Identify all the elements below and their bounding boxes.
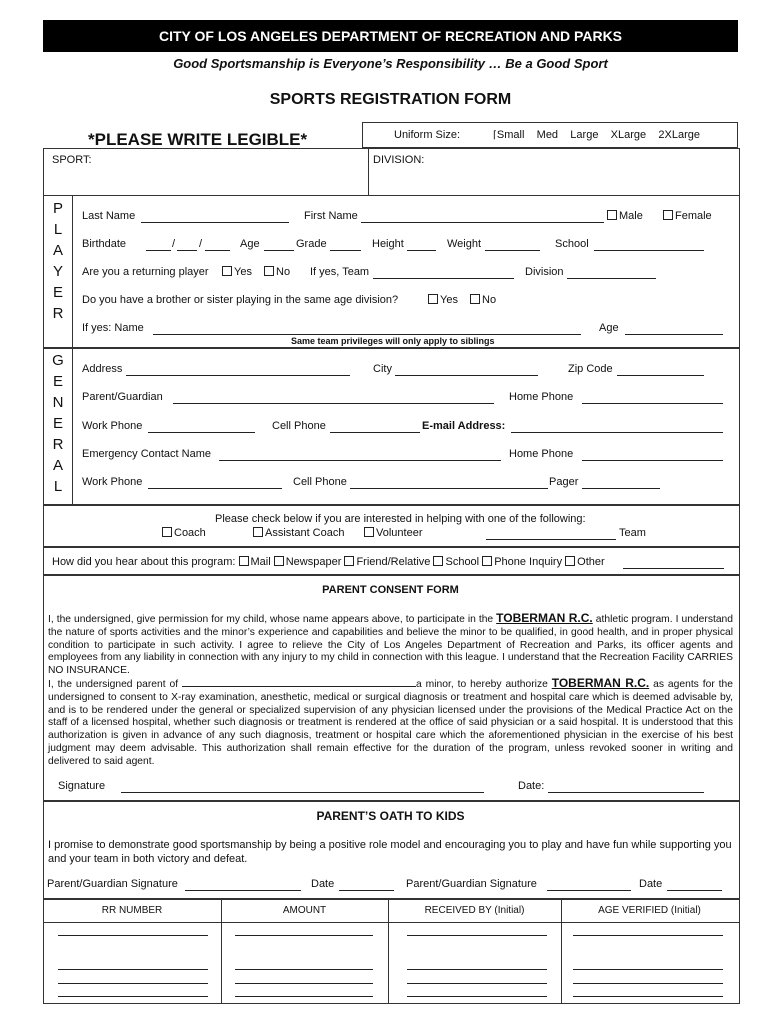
signature-field[interactable] — [121, 792, 484, 793]
center-name: TOBERMAN R.C. — [496, 611, 593, 625]
male-box-icon — [607, 210, 617, 220]
returning-yes-checkbox[interactable]: Yes — [222, 266, 252, 278]
oath-date-2-label: Date — [639, 878, 663, 890]
rr-number-field[interactable] — [58, 996, 208, 997]
form-title: SPORTS REGISTRATION FORM — [269, 91, 512, 108]
checkbox-icon — [364, 527, 374, 537]
sport-label: SPORT: — [52, 154, 92, 166]
rr-number-field[interactable] — [58, 935, 208, 936]
oath-signature-2-field[interactable] — [547, 890, 631, 891]
oath-signature-1-field[interactable] — [185, 890, 301, 891]
checkbox-icon — [274, 556, 284, 566]
first-name-field[interactable] — [361, 222, 604, 223]
sibling-age-label: Age — [599, 322, 619, 334]
weight-field[interactable] — [485, 250, 540, 251]
checkbox-icon — [264, 266, 274, 276]
male-checkbox[interactable]: Male — [607, 210, 643, 222]
birthdate-label: Birthdate — [82, 238, 127, 250]
oath-signature-1-label: Parent/Guardian Signature — [47, 878, 178, 890]
legible-note: *PLEASE WRITE LEGIBLE* — [88, 130, 308, 149]
checkbox-icon — [344, 556, 354, 566]
city-field[interactable] — [395, 375, 538, 376]
address-field[interactable] — [126, 375, 350, 376]
emergency-contact-label: Emergency Contact Name — [82, 448, 211, 460]
uniform-size-med[interactable]: Med — [536, 129, 559, 141]
uniform-size-large[interactable]: Large — [570, 129, 599, 141]
assistant-coach-checkbox[interactable]: Assistant Coach — [253, 527, 344, 539]
column-header-rr-number: RR NUMBER — [101, 905, 163, 916]
female-checkbox[interactable]: Female — [663, 210, 712, 222]
amount-field[interactable] — [235, 969, 373, 970]
hear-mail-checkbox[interactable]: Mail — [239, 556, 271, 568]
work-phone-field[interactable] — [148, 432, 255, 433]
age-verified-field[interactable] — [573, 969, 723, 970]
division-label: DIVISION: — [373, 154, 425, 166]
hear-phone-checkbox[interactable]: Phone Inquiry — [482, 556, 562, 568]
general-side-label: G E N E R A L — [52, 352, 64, 495]
checkbox-icon — [222, 266, 232, 276]
age-verified-field[interactable] — [573, 996, 723, 997]
grade-label: Grade — [296, 238, 327, 250]
center-name-2: TOBERMAN R.C. — [551, 676, 650, 690]
if-yes-team-label: If yes, Team — [310, 266, 370, 278]
checkbox-icon — [428, 294, 438, 304]
player-side-label: P L A Y E R — [52, 200, 64, 322]
height-label: Height — [372, 238, 404, 250]
emergency-work-phone-field[interactable] — [148, 488, 282, 489]
sibling-age-field[interactable] — [625, 334, 723, 335]
parent-guardian-label: Parent/Guardian — [82, 391, 163, 403]
sibling-no-checkbox[interactable]: No — [470, 294, 496, 306]
consent-paragraph-2: I, the undersigned parent of a minor, to hereby authorize TOBERMAN R.C. as agents for the undersigned to consent to X-ray examination, anesthetic, medical or surgical diagnosis or treatment and hospital care which is deemed advisable by, and is to be rendered under the general or specialized supervision of any physician licensed under the provisions of the Medical Practice Act on the staff of a licensed hospital, whether such diagnosis or treatment is rendered at the office of said physician or a said hospital. It is understood that this authorization is given in advance of any such diagnosis, treatment or hospital care which the aforementioned physician in the exercise of his best judgment may deem advisable. This authorization shall remain effective for the duration of the program, unless revoked sooner in writing and delivered to said agent. — [48, 676, 733, 767]
division-label-player: Division — [525, 266, 564, 278]
sibling-yes-checkbox[interactable]: Yes — [428, 294, 458, 306]
team-name-field[interactable] — [486, 539, 616, 540]
column-header-age-verified: AGE VERIFIED (Initial) — [598, 905, 701, 916]
org-name: CITY OF LOS ANGELES DEPARTMENT OF RECREATION AND PARKS — [158, 28, 623, 44]
checkbox-icon — [253, 527, 263, 537]
coach-checkbox[interactable]: Coach — [162, 527, 206, 539]
grade-field[interactable] — [330, 250, 361, 251]
hear-school-checkbox[interactable]: School — [433, 556, 479, 568]
city-label: City — [373, 363, 392, 375]
oath-date-1-label: Date — [311, 878, 335, 890]
received-by-field[interactable] — [407, 935, 547, 936]
consent-title: PARENT CONSENT FORM — [322, 584, 459, 596]
age-field[interactable] — [264, 250, 294, 251]
emergency-cell-phone-label: Cell Phone — [293, 476, 347, 488]
returning-no-checkbox[interactable]: No — [264, 266, 290, 278]
cell-phone-field[interactable] — [330, 432, 420, 433]
age-verified-field[interactable] — [573, 935, 723, 936]
weight-label: Weight — [447, 238, 482, 250]
pager-field[interactable] — [582, 488, 660, 489]
consent-paragraph-1: I, the undersigned, give permission for my child, whose name appears above, to participate in the TOBERMAN R.C. athletic program. I understand the nature of sports activities and the minor’s experience and capabilities and believe the minor to be qualified, in good health, and in proper physical condition to participate in such activity. I agree to relieve the City of Los Angeles Department of Recreation and Parks, its officer agents and employees from any liability in connection with any injury to my child in connection with this league. I understand that the Recreation Facility CARRIES NO INSURANCE. — [48, 611, 734, 677]
hear-about-prompt: How did you hear about this program: — [52, 556, 236, 568]
header-banner — [43, 20, 738, 52]
email-label: E-mail Address: — [422, 420, 506, 432]
uniform-size-small[interactable]: Small — [496, 129, 525, 141]
zip-field[interactable] — [617, 375, 704, 376]
age-verified-field[interactable] — [573, 983, 723, 984]
hear-about-line — [52, 556, 605, 568]
age-label: Age — [240, 238, 260, 250]
birth-day-field[interactable] — [177, 250, 197, 251]
work-phone-label: Work Phone — [82, 420, 143, 432]
emergency-cell-phone-field[interactable] — [350, 488, 548, 489]
sport-field[interactable] — [44, 168, 367, 193]
date-separator: / — [199, 238, 203, 250]
received-by-field[interactable] — [407, 969, 547, 970]
rr-number-field[interactable] — [58, 983, 208, 984]
oath-date-1-field[interactable] — [339, 890, 394, 891]
oath-text: I promise to demonstrate good sportsmanship by being a positive role model and encouraging you to play and have fun while supporting you and your team in both victory and defeat. — [48, 839, 732, 865]
date-separator: / — [172, 238, 176, 250]
hear-other-field[interactable] — [623, 568, 724, 569]
consent-date-label: Date: — [518, 780, 545, 792]
column-header-amount: AMOUNT — [282, 905, 327, 916]
help-section — [43, 504, 740, 548]
checkbox-icon — [482, 556, 492, 566]
school-field[interactable] — [594, 250, 704, 251]
amount-field[interactable] — [235, 935, 373, 936]
amount-field[interactable] — [235, 983, 373, 984]
uniform-size-label: Uniform Size: — [394, 129, 461, 141]
player-division-field[interactable] — [567, 278, 656, 279]
emergency-home-phone-field[interactable] — [582, 460, 723, 461]
oath-title: PARENT’S OATH TO KIDS — [316, 809, 465, 823]
sibling-name-label: If yes: Name — [82, 322, 144, 334]
column-header-received-by: RECEIVED BY (Initial) — [424, 905, 525, 916]
checkbox-icon — [565, 556, 575, 566]
hear-other-checkbox[interactable]: Other — [565, 556, 605, 568]
home-phone-field[interactable] — [582, 403, 723, 404]
uniform-size-options: ⌈Small Med Large XLarge 2XLarge — [493, 129, 700, 141]
checkbox-icon — [470, 294, 480, 304]
consent-date-field[interactable] — [548, 792, 704, 793]
address-label: Address — [82, 363, 123, 375]
received-by-field[interactable] — [407, 983, 547, 984]
emergency-contact-field[interactable] — [219, 460, 501, 461]
hear-friend-checkbox[interactable]: Friend/Relative — [344, 556, 430, 568]
birth-month-field[interactable] — [146, 250, 171, 251]
emergency-home-phone-label: Home Phone — [509, 448, 574, 460]
sibling-name-field[interactable] — [153, 334, 581, 335]
last-name-label: Last Name — [82, 210, 136, 222]
hear-newspaper-checkbox[interactable]: Newspaper — [274, 556, 342, 568]
first-name-label: First Name — [304, 210, 358, 222]
received-by-field[interactable] — [407, 996, 547, 997]
rr-number-field[interactable] — [58, 969, 208, 970]
help-prompt: Please check below if you are interested in helping with one of the following: — [215, 513, 586, 525]
team-label: Team — [619, 527, 646, 539]
uniform-size-xlarge[interactable]: XLarge — [610, 129, 647, 141]
child-name-field[interactable] — [182, 677, 416, 687]
emergency-work-phone-label: Work Phone — [82, 476, 143, 488]
signature-label: Signature — [58, 780, 106, 792]
division-field[interactable] — [369, 168, 737, 193]
uniform-size-2xlarge[interactable]: 2XLarge — [658, 129, 700, 141]
last-name-field[interactable] — [141, 222, 289, 223]
home-phone-label: Home Phone — [509, 391, 574, 403]
female-box-icon — [663, 210, 673, 220]
birth-year-field[interactable] — [205, 250, 230, 251]
email-field[interactable] — [511, 432, 723, 433]
sibling-question: Do you have a brother or sister playing in the same age division? — [82, 294, 399, 306]
oath-date-2-field[interactable] — [667, 890, 722, 891]
returning-label: Are you a returning player — [82, 266, 209, 278]
checkbox-icon — [162, 527, 172, 537]
pager-label: Pager — [549, 476, 579, 488]
sibling-note: Same team privileges will only apply to siblings — [291, 336, 495, 346]
volunteer-checkbox[interactable]: Volunteer — [364, 527, 422, 539]
cell-phone-label: Cell Phone — [272, 420, 326, 432]
oath-signature-2-label: Parent/Guardian Signature — [406, 878, 537, 890]
parent-guardian-field[interactable] — [173, 403, 494, 404]
zip-label: Zip Code — [568, 363, 613, 375]
checkbox-icon — [239, 556, 249, 566]
team-field[interactable] — [373, 278, 514, 279]
height-field[interactable] — [407, 250, 436, 251]
amount-field[interactable] — [235, 996, 373, 997]
slogan: Good Sportsmanship is Everyone’s Responsibility … Be a Good Sport — [173, 56, 608, 71]
checkbox-icon — [433, 556, 443, 566]
school-label: School — [555, 238, 589, 250]
